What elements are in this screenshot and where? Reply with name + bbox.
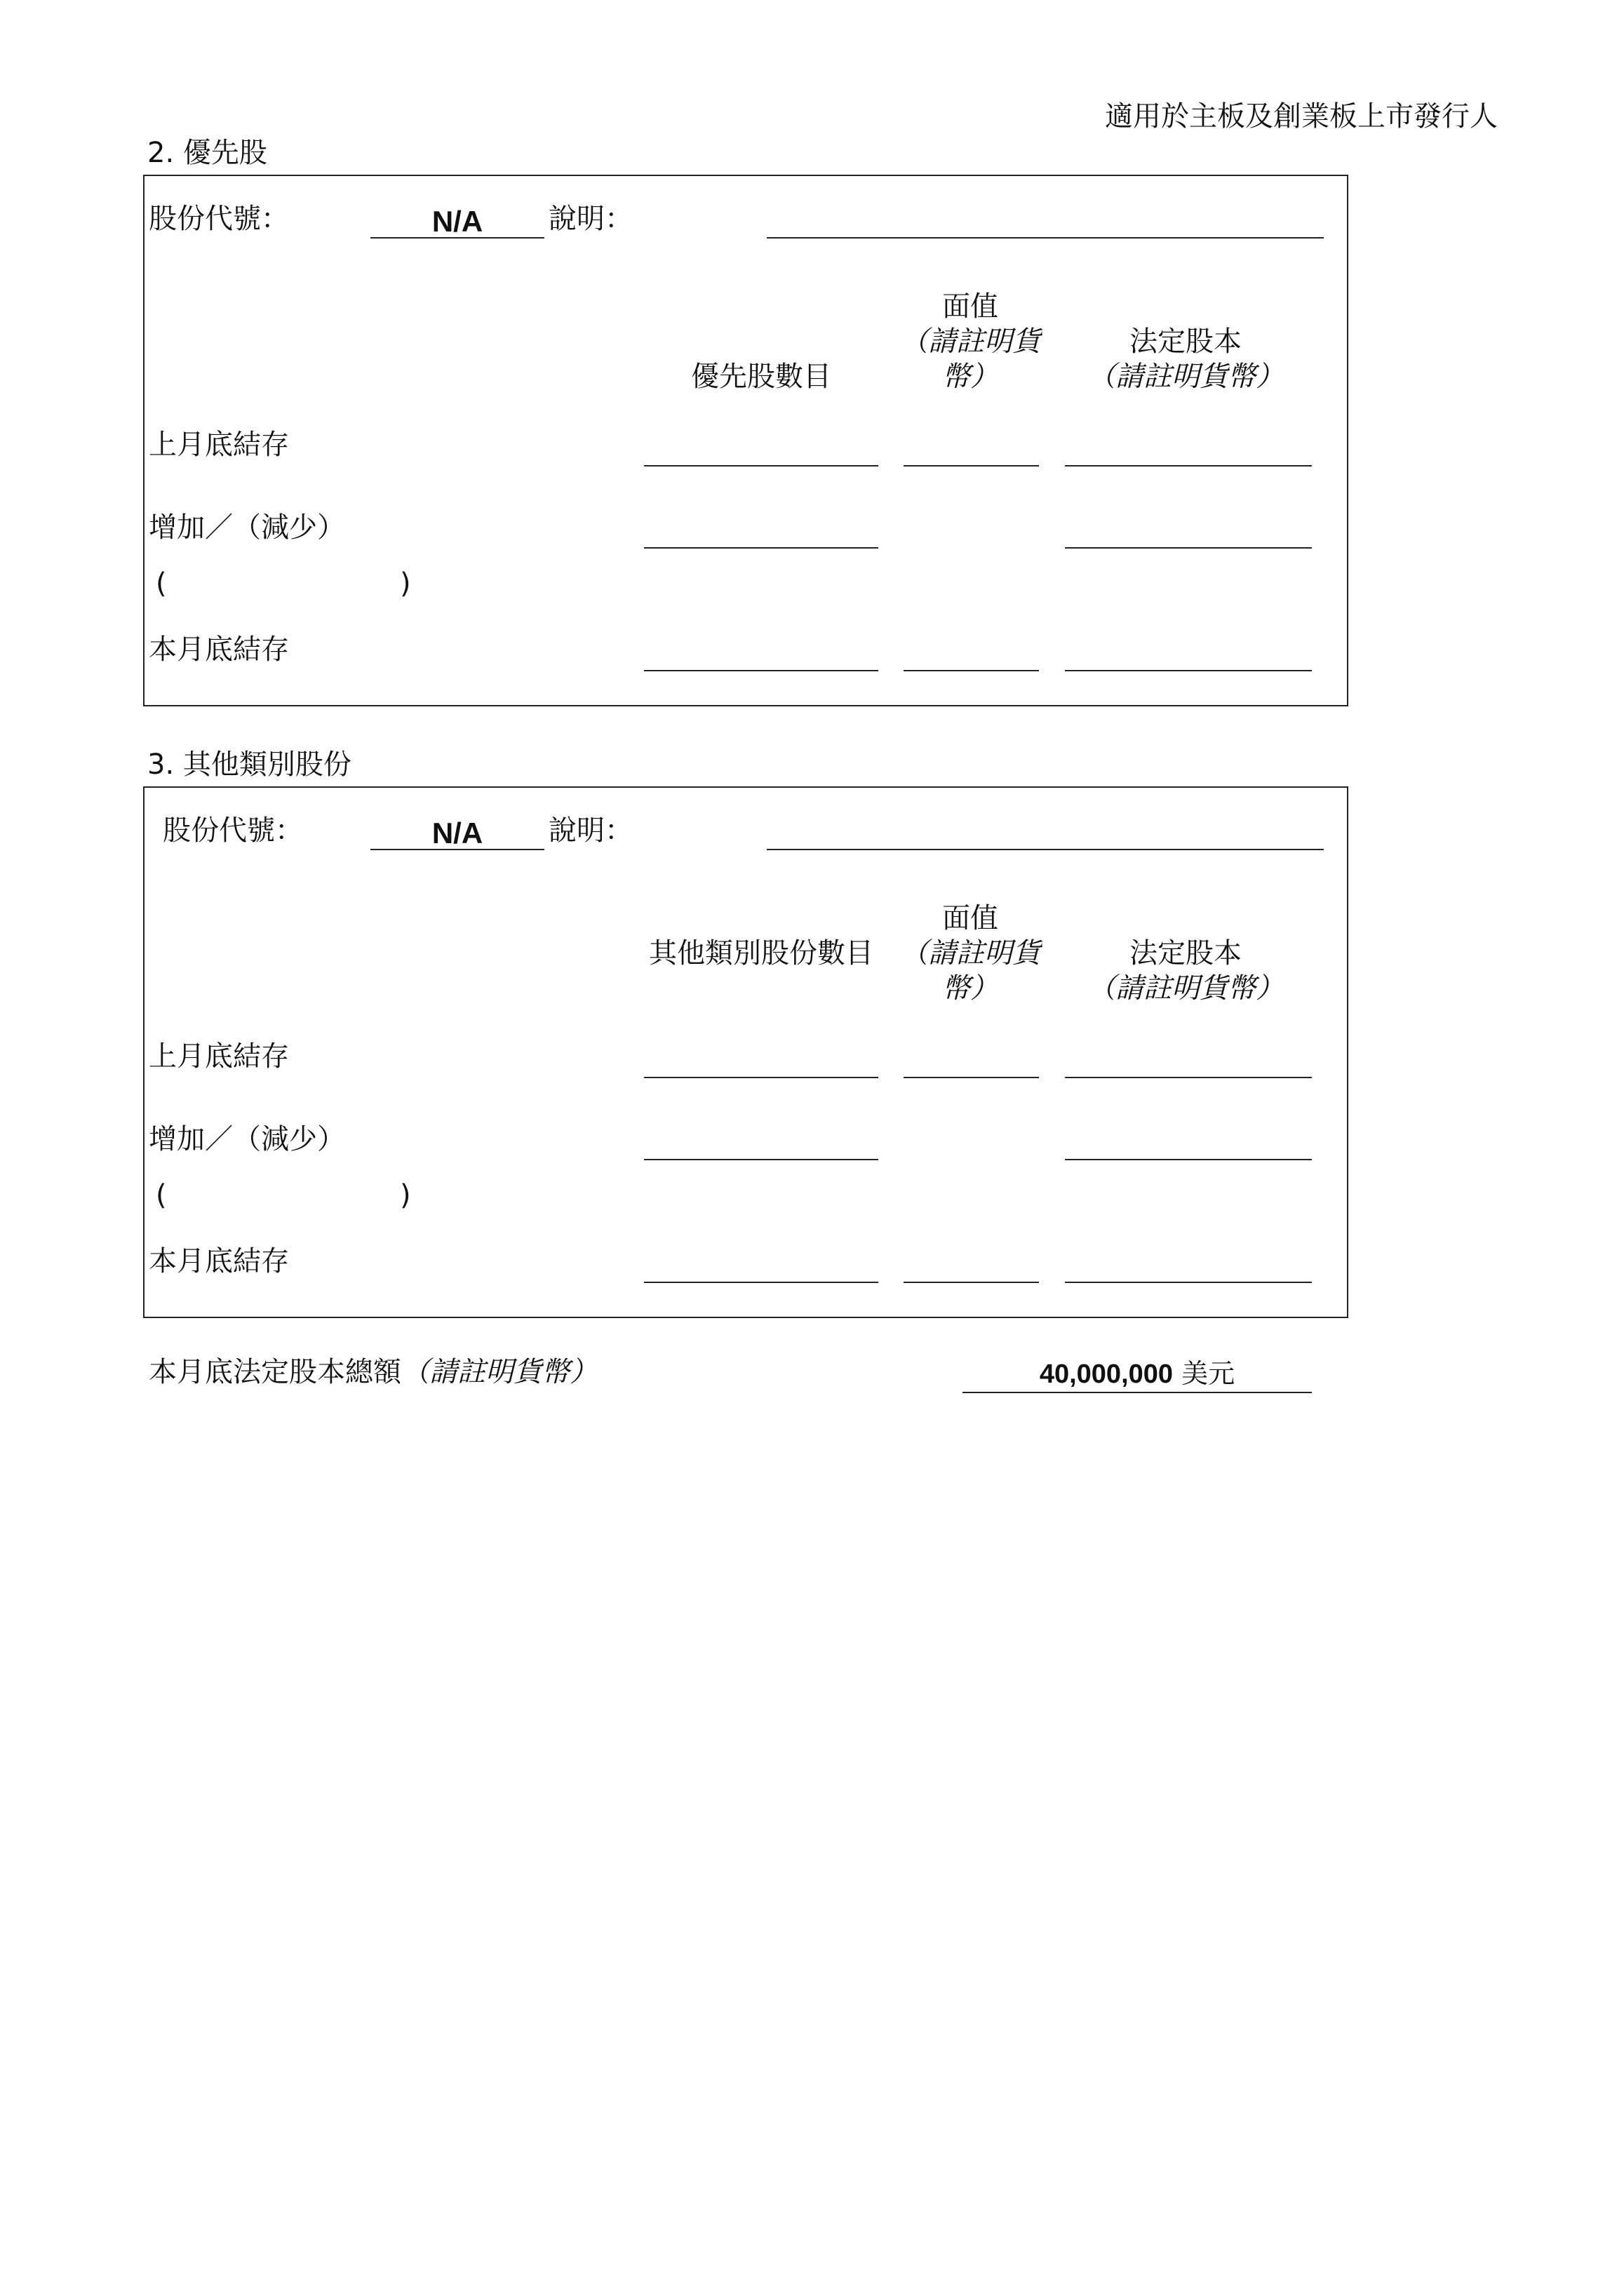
col-header-count: 優先股數目	[691, 361, 831, 393]
col-header-par: 面值 （請註明貨幣）	[900, 902, 1040, 1005]
row-label-change: 增加／（減少）	[149, 511, 345, 544]
closing-par-line	[904, 1282, 1039, 1283]
change-count-line	[644, 1159, 878, 1160]
row-label-change: 增加／（減少）	[149, 1123, 345, 1155]
description-field-line	[767, 237, 1324, 239]
stock-code-value: N/A	[431, 205, 483, 238]
row-label-opening: 上月底結存	[149, 429, 289, 461]
total-authorised-line	[962, 1392, 1312, 1393]
row-label-opening: 上月底結存	[149, 1040, 289, 1073]
total-authorised-value: 40,000,000 美元	[1039, 1358, 1235, 1389]
preferred-shares-box	[143, 175, 1348, 706]
change-paren-close: )	[400, 1179, 411, 1211]
closing-authorised-line	[1065, 670, 1312, 671]
description-label: 說明：	[549, 203, 633, 235]
col-header-authorised: 法定股本 （請註明貨幣）	[1087, 325, 1284, 393]
closing-count-line	[644, 1282, 878, 1283]
description-field-line	[767, 849, 1324, 850]
change-count-line	[644, 547, 878, 549]
opening-count-line	[644, 465, 878, 466]
opening-authorised-line	[1065, 465, 1312, 466]
change-authorised-line	[1065, 1159, 1312, 1160]
section-title-other: 3. 其他類別股份	[147, 748, 351, 781]
closing-authorised-line	[1065, 1282, 1312, 1283]
section-title-preferred: 2. 優先股	[147, 137, 267, 169]
row-label-closing: 本月底結存	[149, 1245, 289, 1277]
change-authorised-line	[1065, 547, 1312, 549]
other-shares-box	[143, 786, 1348, 1318]
description-label: 說明：	[549, 814, 633, 847]
stock-code-underline	[370, 849, 544, 850]
row-label-closing: 本月底結存	[149, 633, 289, 666]
change-paren-close: )	[400, 568, 411, 600]
col-header-count: 其他類別股份數目	[649, 937, 873, 969]
stock-code-label: 股份代號：	[149, 203, 289, 235]
opening-count-line	[644, 1077, 878, 1078]
opening-par-line	[904, 465, 1039, 466]
col-header-par: 面值 （請註明貨幣）	[900, 290, 1040, 393]
stock-code-underline	[370, 237, 544, 239]
page-header: 適用於主板及創業板上市發行人	[1105, 100, 1498, 133]
col-header-authorised: 法定股本 （請註明貨幣）	[1087, 937, 1284, 1005]
opening-authorised-line	[1065, 1077, 1312, 1078]
closing-count-line	[644, 670, 878, 671]
stock-code-value: N/A	[431, 817, 483, 850]
opening-par-line	[904, 1077, 1039, 1078]
change-paren-open: (	[156, 1179, 167, 1211]
change-paren-open: (	[156, 568, 167, 600]
stock-code-label: 股份代號：	[163, 814, 303, 847]
total-authorised-label: 本月底法定股本總額（請註明貨幣）	[149, 1356, 598, 1388]
closing-par-line	[904, 670, 1039, 671]
